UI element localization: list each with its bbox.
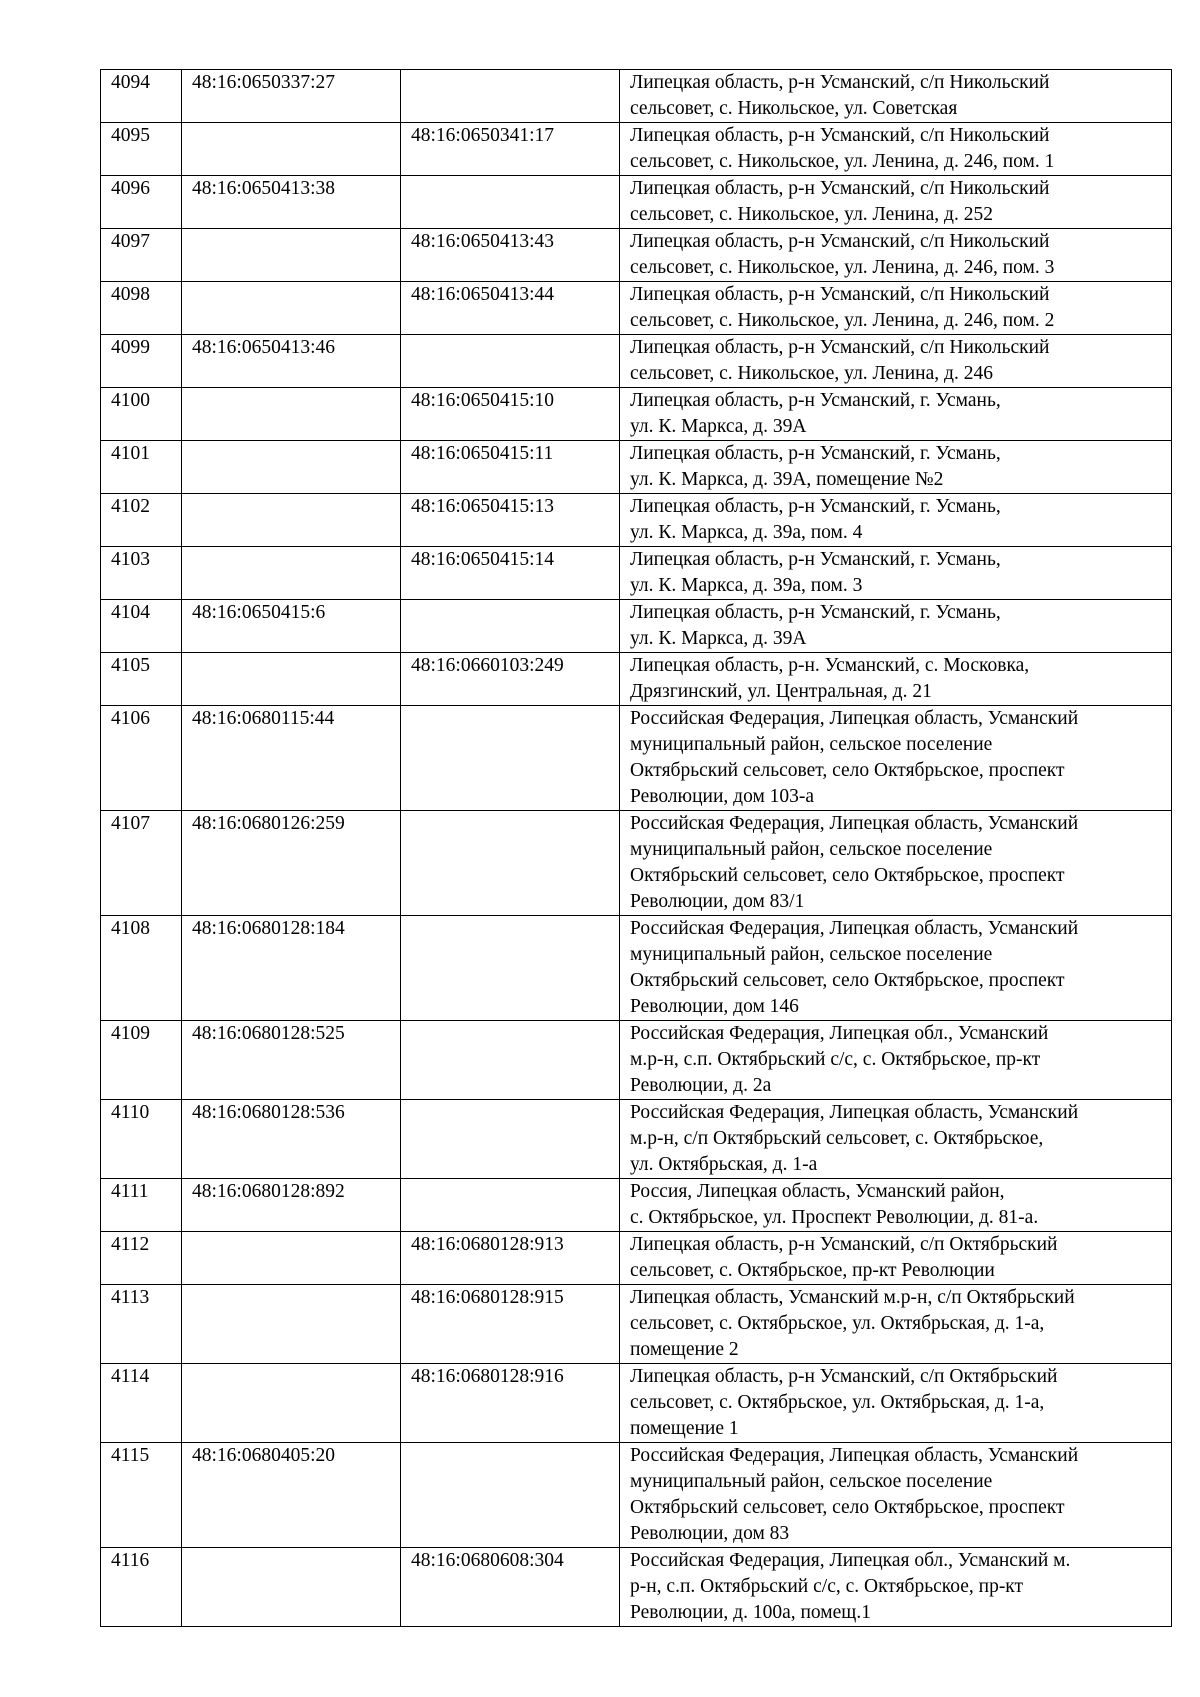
address-cell: Российская Федерация, Липецкая обл., Усманский м. р-н, с.п. Октябрьский с/с, с. Октябрьское, пр-кт Революции, д. 100а, помещ.1 — [620, 1548, 1172, 1627]
table-row — [101, 123, 1172, 176]
table-row — [101, 1364, 1172, 1443]
object-cadastral-number-cell: 48:16:0680128:915 — [401, 1285, 620, 1364]
object-cadastral-number-cell: 48:16:0650341:17 — [401, 123, 620, 176]
row-number-cell: 4114 — [101, 1364, 182, 1443]
object-cadastral-number-cell: 48:16:0680128:913 — [401, 1232, 620, 1285]
object-cadastral-number-cell: 48:16:0680608:304 — [401, 1548, 620, 1627]
cadastral-registry-table — [100, 69, 1172, 1627]
row-number-cell: 4097 — [101, 229, 182, 282]
address-cell: Россия, Липецкая область, Усманский район, с. Октябрьское, ул. Проспект Революции, д. 81-а. — [620, 1179, 1172, 1232]
address-cell: Российская Федерация, Липецкая область, Усманский муниципальный район, сельское поселение Октябрьский сельсовет, село Октябрьское, проспект Революции, дом 146 — [620, 916, 1172, 1021]
land-cadastral-number-cell — [182, 229, 401, 282]
object-cadastral-number-cell — [401, 335, 620, 388]
address-cell: Российская Федерация, Липецкая область, Усманский м.р-н, с/п Октябрьский сельсовет, с. Октябрьское, ул. Октябрьская, д. 1-а — [620, 1100, 1172, 1179]
table-row — [101, 229, 1172, 282]
object-cadastral-number-cell — [401, 1021, 620, 1100]
row-number-cell: 4116 — [101, 1548, 182, 1627]
object-cadastral-number-cell — [401, 811, 620, 916]
table-row — [101, 811, 1172, 916]
row-number-cell: 4106 — [101, 706, 182, 811]
table-row — [101, 1021, 1172, 1100]
row-number-cell: 4102 — [101, 494, 182, 547]
land-cadastral-number-cell: 48:16:0680115:44 — [182, 706, 401, 811]
table-row — [101, 1179, 1172, 1232]
address-cell: Липецкая область, р-н Усманский, г. Усмань, ул. К. Маркса, д. 39а, пом. 3 — [620, 547, 1172, 600]
table-row — [101, 600, 1172, 653]
row-number-cell: 4099 — [101, 335, 182, 388]
address-cell: Российская Федерация, Липецкая область, Усманский муниципальный район, сельское поселение Октябрьский сельсовет, село Октябрьское, проспект Революции, дом 83 — [620, 1443, 1172, 1548]
address-cell: Липецкая область, Усманский м.р-н, с/п Октябрьский сельсовет, с. Октябрьское, ул. Октябрьская, д. 1-а, помещение 2 — [620, 1285, 1172, 1364]
land-cadastral-number-cell: 48:16:0680128:525 — [182, 1021, 401, 1100]
object-cadastral-number-cell: 48:16:0660103:249 — [401, 653, 620, 706]
table-row — [101, 70, 1172, 123]
land-cadastral-number-cell — [182, 1364, 401, 1443]
row-number-cell: 4109 — [101, 1021, 182, 1100]
object-cadastral-number-cell — [401, 706, 620, 811]
land-cadastral-number-cell: 48:16:0680126:259 — [182, 811, 401, 916]
land-cadastral-number-cell — [182, 282, 401, 335]
table-row — [101, 441, 1172, 494]
row-number-cell: 4101 — [101, 441, 182, 494]
land-cadastral-number-cell: 48:16:0650337:27 — [182, 70, 401, 123]
object-cadastral-number-cell: 48:16:0680128:916 — [401, 1364, 620, 1443]
row-number-cell: 4115 — [101, 1443, 182, 1548]
address-cell: Липецкая область, р-н Усманский, с/п Никольский сельсовет, с. Никольское, ул. Ленина, д. 246 — [620, 335, 1172, 388]
table-row — [101, 653, 1172, 706]
object-cadastral-number-cell: 48:16:0650415:13 — [401, 494, 620, 547]
row-number-cell: 4112 — [101, 1232, 182, 1285]
object-cadastral-number-cell — [401, 916, 620, 1021]
address-cell: Липецкая область, р-н Усманский, с/п Никольский сельсовет, с. Никольское, ул. Ленина, д. 246, пом. 2 — [620, 282, 1172, 335]
address-cell: Липецкая область, р-н Усманский, г. Усмань, ул. К. Маркса, д. 39а, пом. 4 — [620, 494, 1172, 547]
table-row — [101, 388, 1172, 441]
address-cell: Российская Федерация, Липецкая область, Усманский муниципальный район, сельское поселение Октябрьский сельсовет, село Октябрьское, проспект Революции, дом 103-а — [620, 706, 1172, 811]
table-row — [101, 494, 1172, 547]
table-row — [101, 547, 1172, 600]
table-row — [101, 282, 1172, 335]
row-number-cell: 4113 — [101, 1285, 182, 1364]
row-number-cell: 4111 — [101, 1179, 182, 1232]
object-cadastral-number-cell: 48:16:0650413:43 — [401, 229, 620, 282]
land-cadastral-number-cell: 48:16:0650415:6 — [182, 600, 401, 653]
table-row — [101, 1285, 1172, 1364]
object-cadastral-number-cell: 48:16:0650415:14 — [401, 547, 620, 600]
table-row — [101, 706, 1172, 811]
row-number-cell: 4095 — [101, 123, 182, 176]
land-cadastral-number-cell: 48:16:0650413:38 — [182, 176, 401, 229]
land-cadastral-number-cell — [182, 547, 401, 600]
land-cadastral-number-cell — [182, 123, 401, 176]
table-body — [101, 70, 1172, 1627]
object-cadastral-number-cell — [401, 176, 620, 229]
row-number-cell: 4108 — [101, 916, 182, 1021]
address-cell: Липецкая область, р-н Усманский, г. Усмань, ул. К. Маркса, д. 39А — [620, 600, 1172, 653]
object-cadastral-number-cell — [401, 70, 620, 123]
object-cadastral-number-cell — [401, 1179, 620, 1232]
object-cadastral-number-cell — [401, 600, 620, 653]
land-cadastral-number-cell — [182, 653, 401, 706]
row-number-cell: 4104 — [101, 600, 182, 653]
land-cadastral-number-cell: 48:16:0680128:892 — [182, 1179, 401, 1232]
land-cadastral-number-cell: 48:16:0680405:20 — [182, 1443, 401, 1548]
address-cell: Липецкая область, р-н Усманский, г. Усмань, ул. К. Маркса, д. 39А — [620, 388, 1172, 441]
object-cadastral-number-cell — [401, 1100, 620, 1179]
table-row — [101, 1100, 1172, 1179]
address-cell: Липецкая область, р-н. Усманский, с. Московка, Дрязгинский, ул. Центральная, д. 21 — [620, 653, 1172, 706]
address-cell: Липецкая область, р-н Усманский, с/п Никольский сельсовет, с. Никольское, ул. Ленина, д. 252 — [620, 176, 1172, 229]
address-cell: Российская Федерация, Липецкая область, Усманский муниципальный район, сельское поселение Октябрьский сельсовет, село Октябрьское, проспект Революции, дом 83/1 — [620, 811, 1172, 916]
land-cadastral-number-cell — [182, 1285, 401, 1364]
land-cadastral-number-cell — [182, 494, 401, 547]
table-row — [101, 1548, 1172, 1627]
land-cadastral-number-cell: 48:16:0680128:184 — [182, 916, 401, 1021]
land-cadastral-number-cell: 48:16:0650413:46 — [182, 335, 401, 388]
address-cell: Российская Федерация, Липецкая обл., Усманский м.р-н, с.п. Октябрьский с/с, с. Октябрьское, пр-кт Революции, д. 2а — [620, 1021, 1172, 1100]
row-number-cell: 4110 — [101, 1100, 182, 1179]
table-row — [101, 1443, 1172, 1548]
object-cadastral-number-cell: 48:16:0650415:11 — [401, 441, 620, 494]
address-cell: Липецкая область, р-н Усманский, с/п Никольский сельсовет, с. Никольское, ул. Ленина, д. 246, пом. 3 — [620, 229, 1172, 282]
land-cadastral-number-cell — [182, 1548, 401, 1627]
address-cell: Липецкая область, р-н Усманский, г. Усмань, ул. К. Маркса, д. 39А, помещение №2 — [620, 441, 1172, 494]
table-row — [101, 916, 1172, 1021]
row-number-cell: 4094 — [101, 70, 182, 123]
address-cell: Липецкая область, р-н Усманский, с/п Октябрьский сельсовет, с. Октябрьское, ул. Октябрьская, д. 1-а, помещение 1 — [620, 1364, 1172, 1443]
row-number-cell: 4096 — [101, 176, 182, 229]
object-cadastral-number-cell: 48:16:0650413:44 — [401, 282, 620, 335]
table-row — [101, 176, 1172, 229]
table-row — [101, 1232, 1172, 1285]
row-number-cell: 4105 — [101, 653, 182, 706]
table-row — [101, 335, 1172, 388]
land-cadastral-number-cell — [182, 388, 401, 441]
row-number-cell: 4100 — [101, 388, 182, 441]
object-cadastral-number-cell — [401, 1443, 620, 1548]
land-cadastral-number-cell: 48:16:0680128:536 — [182, 1100, 401, 1179]
land-cadastral-number-cell — [182, 441, 401, 494]
row-number-cell: 4103 — [101, 547, 182, 600]
address-cell: Липецкая область, р-н Усманский, с/п Никольский сельсовет, с. Никольское, ул. Ленина, д. 246, пом. 1 — [620, 123, 1172, 176]
object-cadastral-number-cell: 48:16:0650415:10 — [401, 388, 620, 441]
row-number-cell: 4107 — [101, 811, 182, 916]
address-cell: Липецкая область, р-н Усманский, с/п Никольский сельсовет, с. Никольское, ул. Советская — [620, 70, 1172, 123]
row-number-cell: 4098 — [101, 282, 182, 335]
address-cell: Липецкая область, р-н Усманский, с/п Октябрьский сельсовет, с. Октябрьское, пр-кт Революции — [620, 1232, 1172, 1285]
land-cadastral-number-cell — [182, 1232, 401, 1285]
